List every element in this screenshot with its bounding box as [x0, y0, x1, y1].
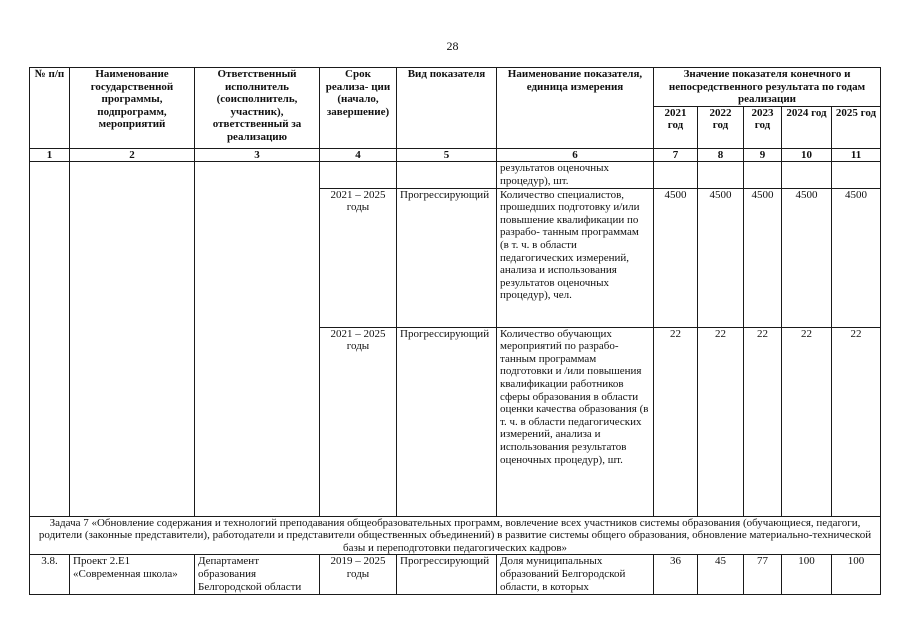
cell-value-2025: 22 [832, 327, 881, 516]
cell-executor-empty [195, 162, 320, 516]
cell-value-empty [832, 162, 881, 188]
cell-term: 2019 – 2025 годы [320, 555, 397, 595]
cell-value-2024: 100 [782, 555, 832, 595]
cell-value-2024: 22 [782, 327, 832, 516]
cell-indicator: Количество обучающих мероприятий по разрабо- танным программам подготовки и /или повышения квалификации работников сферы образования в области оценки качества образования (в т. ч. в области педагогических измерений, анализа и использования результатов оценочных процедур), шт. [497, 327, 654, 516]
cell-type-empty [397, 162, 497, 188]
cell-term-empty [320, 162, 397, 188]
column-number: 2 [70, 148, 195, 162]
header-indicator: Наименование показателя, единица измерения [497, 68, 654, 149]
cell-name-empty [70, 162, 195, 516]
cell-value-2021: 4500 [654, 188, 698, 327]
cell-value-2023: 4500 [744, 188, 782, 327]
column-number-row [30, 148, 881, 162]
column-number: 10 [782, 148, 832, 162]
header-year-2024: 2024 год [782, 106, 832, 148]
cell-type: Прогрессирующий [397, 327, 497, 516]
cell-type: Прогрессирующий [397, 188, 497, 327]
cell-value-2021: 22 [654, 327, 698, 516]
column-number: 8 [698, 148, 744, 162]
header-executor: Ответственный исполнитель (соисполнитель, участник), ответственный за реализацию [195, 68, 320, 149]
header-num: № п/п [30, 68, 70, 149]
cell-value-2022: 22 [698, 327, 744, 516]
indicators-table [29, 67, 881, 595]
cell-value-empty [698, 162, 744, 188]
cell-term: 2021 – 2025 годы [320, 327, 397, 516]
column-number: 5 [397, 148, 497, 162]
cell-value-2022: 4500 [698, 188, 744, 327]
column-number: 3 [195, 148, 320, 162]
column-number: 1 [30, 148, 70, 162]
column-number: 4 [320, 148, 397, 162]
column-number: 7 [654, 148, 698, 162]
cell-indicator: Количество специалистов, прошедших подготовку и/или повышение квалификации по разрабо- танным программам (в т. ч. в области педагогических измерений, анализа и использования результатов оценочных процедур), чел. [497, 188, 654, 327]
cell-executor: Департамент образования Белгородской области [195, 555, 320, 595]
header-year-2021: 2021 год [654, 106, 698, 148]
table-row-3-8 [30, 555, 881, 595]
column-number: 11 [832, 148, 881, 162]
header-row-top [30, 68, 881, 107]
cell-name: Проект 2.Е1 «Современная школа» [70, 555, 195, 595]
cell-indicator: Доля муниципальных образований Белгородской области, в которых [497, 555, 654, 595]
cell-value-2025: 100 [832, 555, 881, 595]
header-values-group: Значение показателя конечного и непосредственного результата по годам реализации [654, 68, 881, 107]
cell-indicator: результатов оценочных процедур), шт. [497, 162, 654, 188]
table-row-continuation [30, 162, 881, 188]
cell-term: 2021 – 2025 годы [320, 188, 397, 327]
cell-value-2025: 4500 [832, 188, 881, 327]
cell-value-empty [782, 162, 832, 188]
cell-value-2023: 77 [744, 555, 782, 595]
cell-value-empty [744, 162, 782, 188]
cell-type: Прогрессирующий [397, 555, 497, 595]
column-number: 9 [744, 148, 782, 162]
column-number: 6 [497, 148, 654, 162]
page-number: 28 [446, 39, 459, 53]
cell-value-empty [654, 162, 698, 188]
cell-value-2023: 22 [744, 327, 782, 516]
task-7-row [30, 516, 881, 555]
header-term: Срок реализа- ции (начало, завершение) [320, 68, 397, 149]
cell-num: 3.8. [30, 555, 70, 595]
cell-num-empty [30, 162, 70, 516]
header-year-2022: 2022 год [698, 106, 744, 148]
cell-value-2021: 36 [654, 555, 698, 595]
header-type: Вид показателя [397, 68, 497, 149]
cell-value-2022: 45 [698, 555, 744, 595]
task-7-heading: Задача 7 «Обновление содержания и технологий преподавания общеобразовательных программ, вовлечение всех участников системы образования (обучающиеся, педагоги, родители (законные представители), работодатели и представители общественных объединений) в развитие системы общего образования, обновление материально-технической базы и переподготовки педагогических кадров» [30, 516, 881, 555]
cell-value-2024: 4500 [782, 188, 832, 327]
header-year-2023: 2023 год [744, 106, 782, 148]
header-name: Наименование государственной программы, подпрограмм, мероприятий [70, 68, 195, 149]
header-year-2025: 2025 год [832, 106, 881, 148]
